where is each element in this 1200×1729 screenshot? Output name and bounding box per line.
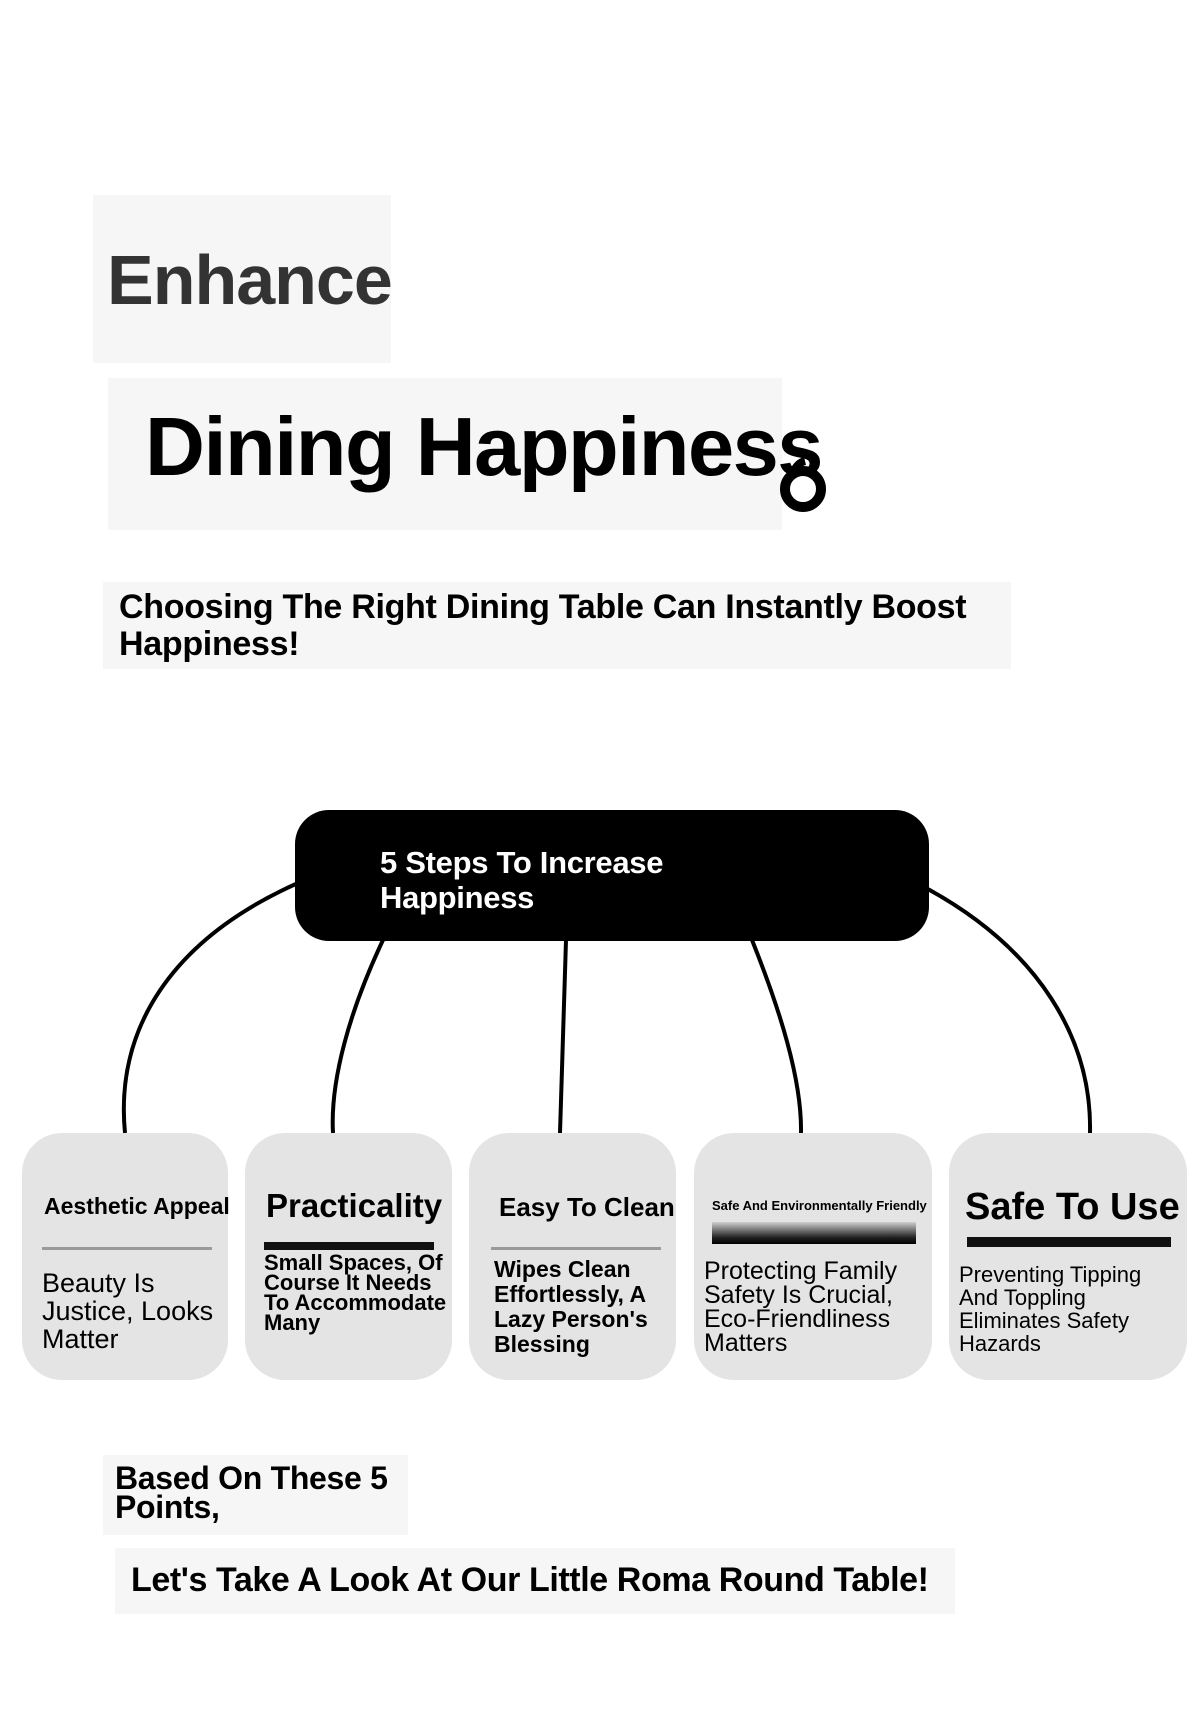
- card-divider: [712, 1222, 916, 1244]
- card-body: Preventing Tipping And Toppling Eliminates Safety Hazards: [959, 1262, 1142, 1356]
- cta-text: Let's Take A Look At Our Little Roma Round Table!: [131, 1561, 929, 1599]
- card-title: Easy To Clean: [499, 1192, 675, 1222]
- connector-5: [926, 888, 1090, 1133]
- card-title: Aesthetic Appeal: [44, 1193, 230, 1219]
- card-safe-and-eco-friendly: [694, 1133, 932, 1380]
- summary-text: Based On These 5 Points,: [115, 1460, 388, 1525]
- connector-2: [333, 940, 383, 1133]
- card-easy-to-clean: [469, 1133, 676, 1380]
- card-body: Protecting Family Safety Is Crucial, Eco-Friendliness Matters: [704, 1257, 898, 1357]
- card-divider: [264, 1242, 434, 1250]
- hub-title: 5 Steps To Increase Happiness: [380, 845, 664, 915]
- card-aesthetic-appeal: [22, 1133, 228, 1380]
- card-title: Safe And Environmentally Friendly: [712, 1198, 927, 1213]
- card-safe-to-use: [949, 1133, 1187, 1380]
- card-title: Practicality: [266, 1187, 443, 1224]
- connector-3: [560, 940, 566, 1133]
- page-title: Dining Happiness: [145, 400, 822, 493]
- card-body: Wipes Clean Effortlessly, A Lazy Person's Blessing: [494, 1256, 648, 1357]
- eyebrow-title: Enhance: [107, 241, 392, 319]
- card-divider: [967, 1237, 1171, 1247]
- connector-1: [124, 883, 298, 1133]
- card-divider: [491, 1247, 661, 1250]
- card-practicality: [245, 1133, 452, 1380]
- hub-node: [295, 810, 929, 941]
- card-divider: [42, 1247, 212, 1250]
- tagline: Choosing The Right Dining Table Can Instantly Boost Happiness!: [119, 588, 967, 663]
- card-title: Safe To Use: [965, 1186, 1180, 1228]
- card-body: Beauty Is Justice, Looks Matter: [42, 1268, 214, 1354]
- connector-4: [752, 940, 801, 1133]
- card-body: Small Spaces, Of Course It Needs To Accommodate Many: [264, 1250, 447, 1335]
